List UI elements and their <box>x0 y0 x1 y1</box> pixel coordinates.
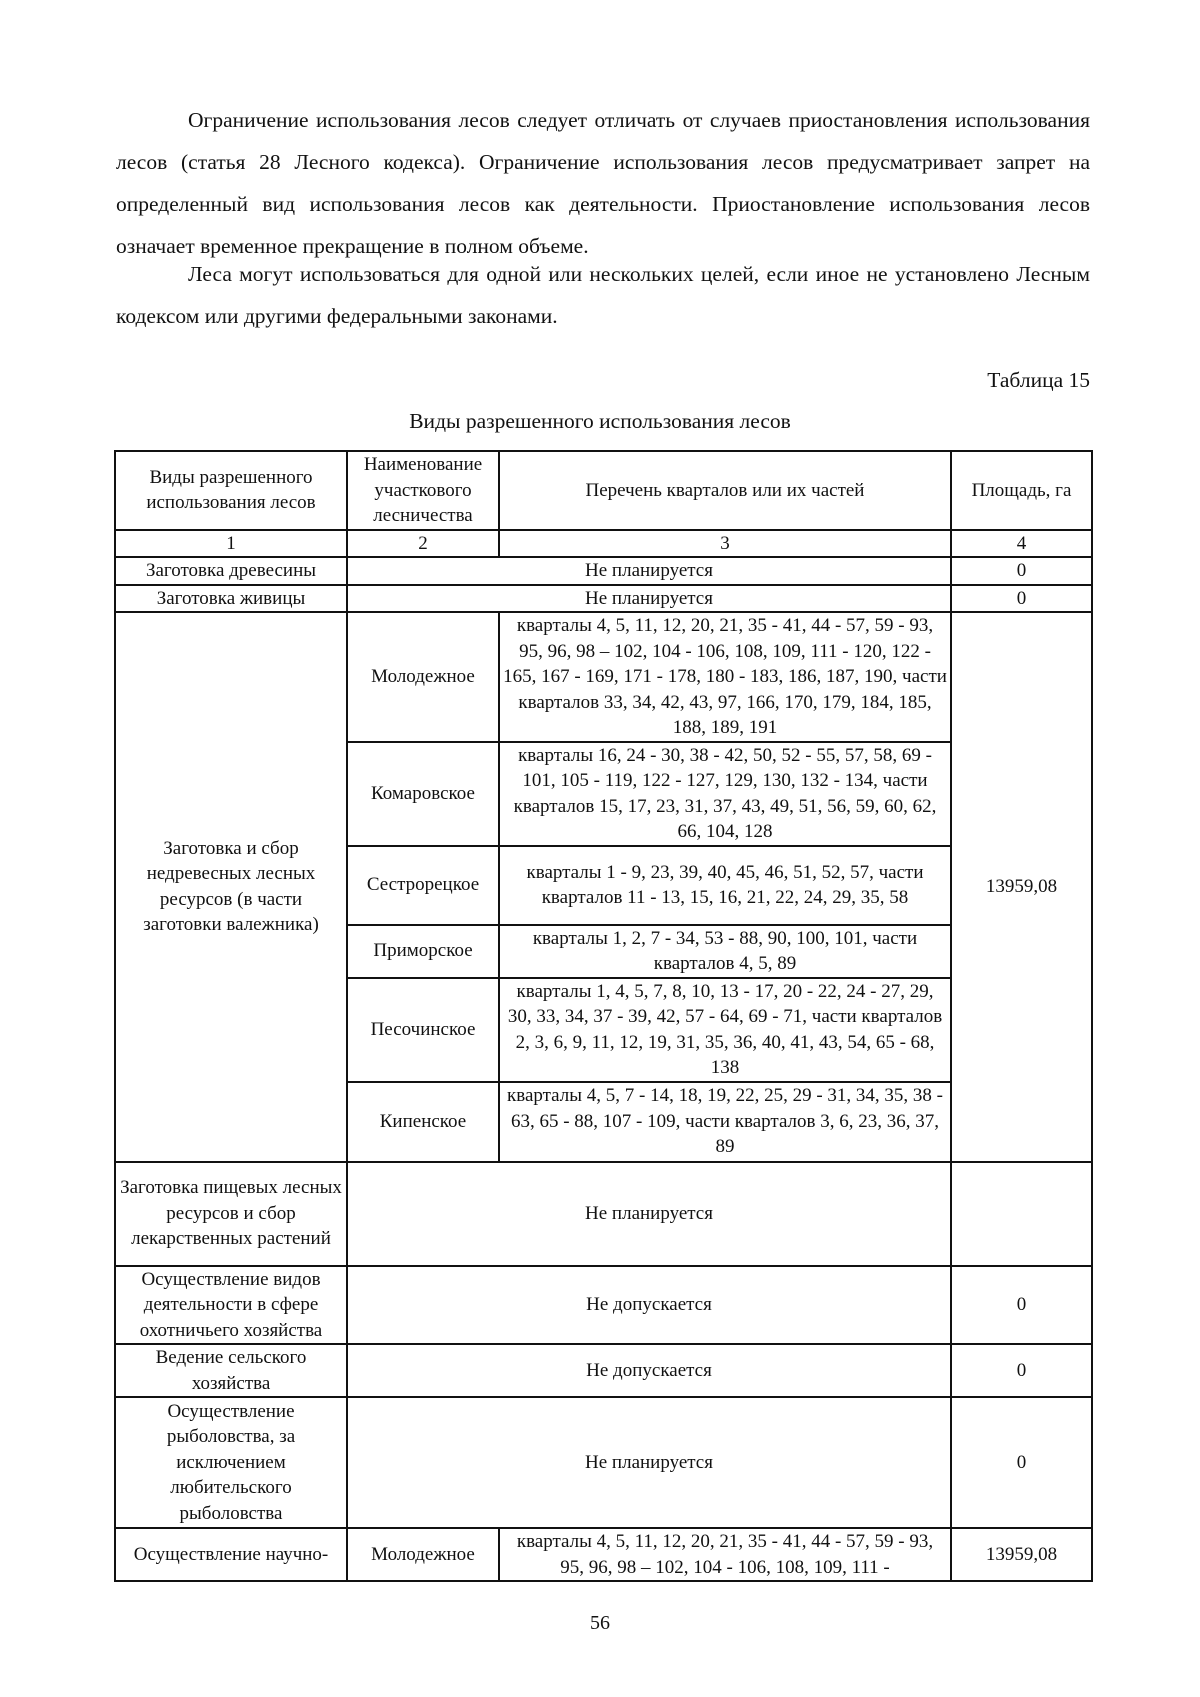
header-cell-use: Виды разрешенного использования лесов <box>115 451 347 530</box>
quarters-cell: кварталы 1, 4, 5, 7, 8, 10, 13 - 17, 20 - 22, 24 - 27, 29, 30, 33, 34, 37 - 39, 42, 57 - 64, 69 - 71, части кварталов 2, 3, 6, 9, 11, 12, 19, 31, 35, 36, 40, 41, 43, 54, 65 - 68, 138 <box>499 978 951 1082</box>
table-row <box>115 1397 1092 1528</box>
area-cell <box>951 1162 1092 1266</box>
forestry-cell: Кипенское <box>347 1082 499 1162</box>
use-cell: Заготовка пищевых лесных ресурсов и сбор лекарственных растений <box>115 1162 347 1266</box>
use-cell: Заготовка древесины <box>115 557 347 585</box>
header-cell-quarters: Перечень кварталов или их частей <box>499 451 951 530</box>
status-cell: Не планируется <box>347 557 951 585</box>
use-cell: Осуществление видов деятельности в сфере охотничьего хозяйства <box>115 1266 347 1345</box>
table-label: Таблица 15 <box>987 368 1090 392</box>
quarters-cell: кварталы 4, 5, 7 - 14, 18, 19, 22, 25, 29 - 31, 34, 35, 38 - 63, 65 - 88, 107 - 109, части кварталов 3, 6, 23, 36, 37, 89 <box>499 1082 951 1162</box>
table-title: Виды разрешенного использования лесов <box>409 409 791 433</box>
forestry-cell: Приморское <box>347 925 499 978</box>
status-cell: Не допускается <box>347 1266 951 1345</box>
page-number: 56 <box>590 1612 610 1634</box>
use-cell: Заготовка и сбор недревесных лесных ресурсов (в части заготовки валежника) <box>115 612 347 1162</box>
area-cell: 0 <box>951 557 1092 585</box>
status-cell: Не планируется <box>347 585 951 613</box>
forestry-cell: Молодежное <box>347 612 499 742</box>
body-paragraph-2: Леса могут использоваться для одной или нескольких целей, если иное не установлено Лесным кодексом или другими федеральными законами. <box>116 262 1090 328</box>
table-row <box>115 1162 1092 1266</box>
area-cell: 0 <box>951 1344 1092 1397</box>
forestry-cell: Песочинское <box>347 978 499 1082</box>
status-cell: Не планируется <box>347 1162 951 1266</box>
quarters-cell: кварталы 16, 24 - 30, 38 - 42, 50, 52 - 55, 57, 58, 69 - 101, 105 - 119, 122 - 127, 129, 130, 132 - 134, части кварталов 15, 17, 23, 31, 37, 43, 49, 51, 56, 59, 60, 62, 66, 104, 128 <box>499 742 951 846</box>
table-row <box>115 1344 1092 1397</box>
column-number: 2 <box>347 530 499 558</box>
column-number: 4 <box>951 530 1092 558</box>
status-cell: Не планируется <box>347 1397 951 1528</box>
use-cell: Ведение сельского хозяйства <box>115 1344 347 1397</box>
header-cell-forestry: Наименование участкового лесничества <box>347 451 499 530</box>
quarters-cell: кварталы 1, 2, 7 - 34, 53 - 88, 90, 100, 101, части кварталов 4, 5, 89 <box>499 925 951 978</box>
table-header-row <box>115 451 1092 530</box>
column-number-row <box>115 530 1092 558</box>
area-cell: 13959,08 <box>951 1528 1092 1581</box>
table-row <box>115 585 1092 613</box>
table-row <box>115 1266 1092 1345</box>
column-number: 1 <box>115 530 347 558</box>
quarters-cell: кварталы 4, 5, 11, 12, 20, 21, 35 - 41, 44 - 57, 59 - 93, 95, 96, 98 – 102, 104 - 106, 108, 109, 111 - 120, 122 - 165, 167 - 169, 171 - 178, 180 - 183, 186, 187, 190, части кварталов 33, 34, 42, 43, 97, 166, 170, 179, 184, 185, 188, 189, 191 <box>499 612 951 742</box>
column-number: 3 <box>499 530 951 558</box>
header-cell-area: Площадь, га <box>951 451 1092 530</box>
status-cell: Не допускается <box>347 1344 951 1397</box>
use-cell: Осуществление рыболовства, за исключением любительского рыболовства <box>115 1397 347 1528</box>
forestry-cell: Молодежное <box>347 1528 499 1581</box>
quarters-cell: кварталы 4, 5, 11, 12, 20, 21, 35 - 41, 44 - 57, 59 - 93, 95, 96, 98 – 102, 104 - 106, 108, 109, 111 - <box>499 1528 951 1581</box>
area-cell: 0 <box>951 585 1092 613</box>
use-cell: Заготовка живицы <box>115 585 347 613</box>
use-cell: Осуществление научно- <box>115 1528 347 1581</box>
quarters-cell: кварталы 1 - 9, 23, 39, 40, 45, 46, 51, 52, 57, части кварталов 11 - 13, 15, 16, 21, 22, 24, 29, 35, 58 <box>499 846 951 925</box>
area-cell: 13959,08 <box>951 612 1092 1162</box>
forest-use-table <box>114 450 1093 1582</box>
body-paragraph-1: Ограничение использования лесов следует отличать от случаев приостановления использования лесов (статья 28 Лесного кодекса). Ограничение использования лесов предусматривает запрет на определенный вид использования лесов как деятельности. Приостановление использования лесов означает временное прекращение в полном объеме. <box>116 108 1090 258</box>
table-row <box>115 557 1092 585</box>
table-row <box>115 612 1092 742</box>
table-row <box>115 1528 1092 1581</box>
area-cell: 0 <box>951 1397 1092 1528</box>
area-cell: 0 <box>951 1266 1092 1345</box>
forestry-cell: Сестрорецкое <box>347 846 499 925</box>
forestry-cell: Комаровское <box>347 742 499 846</box>
